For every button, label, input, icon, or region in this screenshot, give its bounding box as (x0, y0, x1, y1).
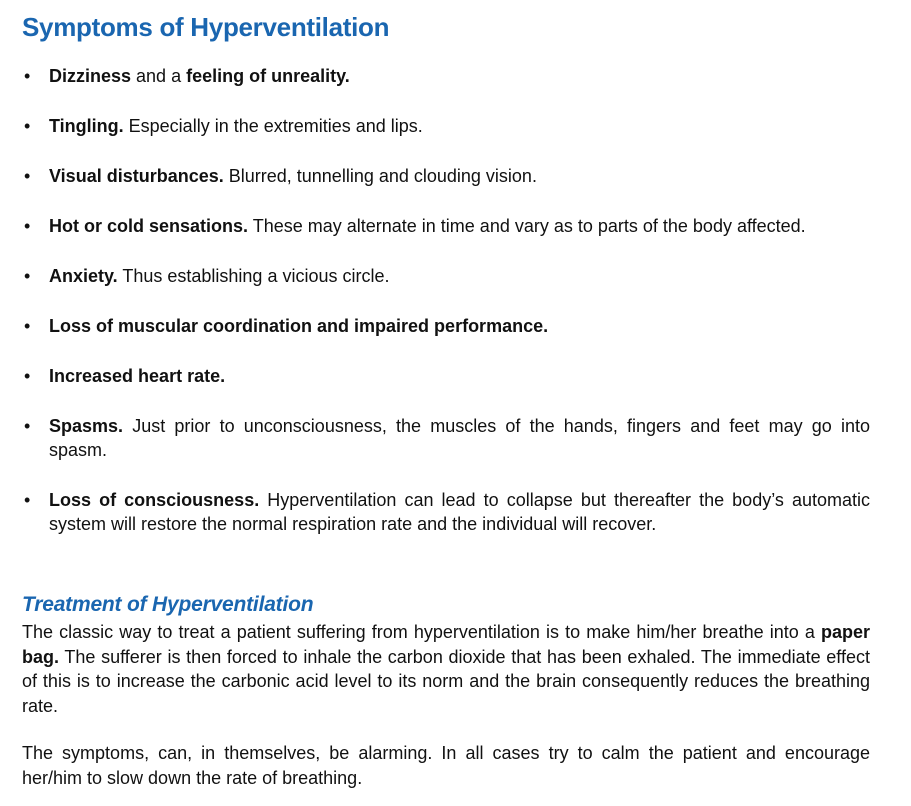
list-item (22, 264, 870, 288)
paper-bag-term: paper bag. (22, 622, 870, 667)
bullet-icon: • (24, 366, 31, 386)
bullet-icon: • (24, 316, 31, 336)
treatment-text-post: The sufferer is then forced to inhale the carbon dioxide that has been exhaled. The immediate effect of this is to increase the carbonic acid level to its norm and the brain consequently reduces the breathing rate. (22, 646, 870, 716)
bullet-icon: • (24, 416, 31, 436)
bullet-icon: • (24, 490, 31, 510)
treatment-text-pre: The classic way to treat a patient suffering from hyperventilation is to make him/her breathe into a (22, 622, 821, 642)
symptom-term: Loss of consciousness. (49, 490, 260, 510)
advice-paragraph: The symptoms, can, in themselves, be alarming. In all cases try to calm the patient and encourage her/him to slow down the rate of breathing. (22, 743, 870, 788)
list-item (22, 414, 870, 462)
list-item (22, 64, 870, 88)
symptom-text: Hyperventilation can lead to collapse but thereafter the body’s automatic system will restore the normal respiration rate and the individual will recover. (49, 490, 870, 534)
symptom-term-2: feeling of unreality. (186, 66, 350, 86)
list-item (22, 364, 870, 388)
symptom-term: Dizziness (49, 66, 132, 86)
bullet-icon: • (24, 266, 31, 286)
list-item (22, 114, 870, 138)
bullet-icon: • (24, 216, 31, 236)
symptom-term: Spasms. (49, 416, 124, 436)
symptom-list (22, 64, 870, 562)
treatment-paragraph (22, 620, 870, 718)
symptom-term: Increased heart rate. (49, 366, 226, 386)
list-item (22, 214, 870, 238)
bullet-icon: • (24, 66, 31, 86)
treatment-heading: Treatment of Hyperventilation (22, 593, 314, 616)
symptom-text: These may alternate in time and vary as to parts of the body affected. (248, 216, 806, 236)
symptom-term: Visual disturbances. (49, 166, 224, 186)
symptom-term: Tingling. (49, 116, 124, 136)
symptom-term: Hot or cold sensations. (49, 216, 249, 236)
bullet-icon: • (24, 166, 31, 186)
list-item (22, 314, 870, 338)
symptom-text: Just prior to unconsciousness, the muscles of the hands, fingers and feet may go into spasm. (49, 416, 870, 460)
symptom-text: Especially in the extremities and lips. (123, 116, 423, 136)
list-item (22, 164, 870, 188)
symptom-term: Loss of muscular coordination and impaired performance. (49, 316, 549, 336)
symptom-text: Blurred, tunnelling and clouding vision. (223, 166, 537, 186)
symptom-text: and a (131, 66, 187, 86)
list-item (22, 488, 870, 536)
bullet-icon: • (24, 116, 31, 136)
page-title: Symptoms of Hyperventilation (22, 12, 390, 42)
symptom-term: Anxiety. (49, 266, 118, 286)
symptom-text: Thus establishing a vicious circle. (117, 266, 390, 286)
